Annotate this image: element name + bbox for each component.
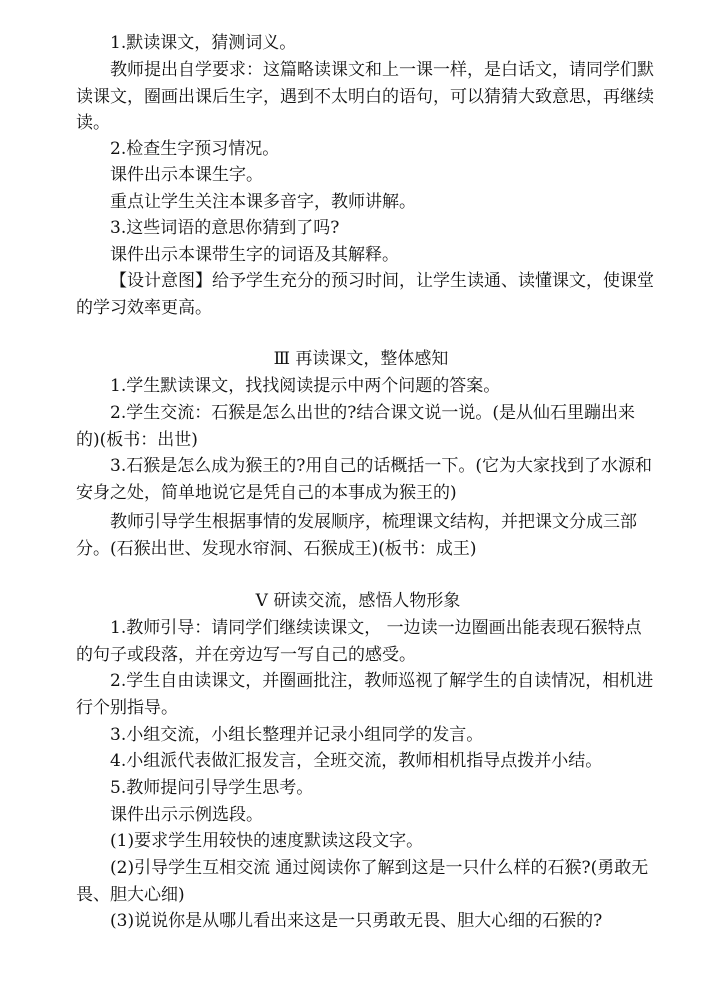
s5-item-2: 2.学生自由读课文，并圈画批注，教师巡视了解学生的自读情况，相机进行个别指导。 [76, 671, 654, 718]
section-heading-v: Ⅴ 研读交流，感悟人物形象 [255, 591, 461, 611]
courseware-word-explanations: 课件出示本课带生字的词语及其解释。 [110, 245, 399, 265]
item-silent-reading: 1.默读课文，猜测词义。 [110, 33, 297, 53]
s5-item-4: 4.小组派代表做汇报发言，全班交流，教师相机指导点拨并小结。 [110, 751, 603, 771]
polyphone-focus: 重点让学生关注本课多音字，教师讲解。 [110, 192, 416, 212]
s5-item-3: 3.小组交流，小组长整理并记录小组同学的发言。 [110, 725, 484, 745]
s5-question-3: (3)说说你是从哪儿看出来这是一只勇敢无畏、胆大心细的石猴的? [110, 911, 603, 931]
item-guess-meanings: 3.这些词语的意思你猜到了吗? [110, 218, 340, 238]
s5-question-1: (1)要求学生用较快的速度默读这段文字。 [110, 831, 424, 851]
s5-item-1: 1.教师引导：请同学们继续读课文， 一边读一边圈画出能表现石猴特点的句子或段落，并在旁边写一写自己的感受。 [76, 618, 642, 665]
s5-item-5: 5.教师提问引导学生思考。 [110, 778, 314, 798]
s3-item-3: 3.石猴是怎么成为猴王的?用自己的话概括一下。(它为大家找到了水源和安身之处，简单地说它是凭自己的本事成为猴王的) [76, 456, 652, 503]
self-study-requirement: 教师提出自学要求：这篇略读课文和上一课一样，是白话文，请同学们默读课文，圈画出课后生字，遇到不太明白的语句，可以猜猜大致意思，再继续读。 [76, 60, 654, 133]
section-heading-iii: Ⅲ 再读课文，整体感知 [273, 349, 449, 369]
s5-question-2: (2)引导学生互相交流 通过阅读你了解到这是一只什么样的石猴?(勇敢无畏、胆大心细) [76, 858, 649, 905]
item-check-preview: 2.检查生字预习情况。 [110, 139, 280, 159]
s3-item-2: 2.学生交流：石猴是怎么出世的?结合课文说一说。(是从仙石里蹦出来的)(板书：出世) [76, 403, 635, 450]
s3-structure-note: 教师引导学生根据事情的发展顺序，梳理课文结构，并把课文分成三部分。(石猴出世、发现水帘洞、石猴成王)(板书：成王) [76, 512, 637, 559]
s3-item-1: 1.学生默读课文，找找阅读提示中两个问题的答案。 [110, 376, 501, 396]
courseware-new-characters: 课件出示本课生字。 [110, 165, 263, 185]
s5-courseware-excerpt: 课件出示示例选段。 [110, 805, 263, 825]
design-intent: 【设计意图】给予学生充分的预习时间，让学生读通、读懂课文，使课堂的学习效率更高。 [76, 271, 654, 318]
